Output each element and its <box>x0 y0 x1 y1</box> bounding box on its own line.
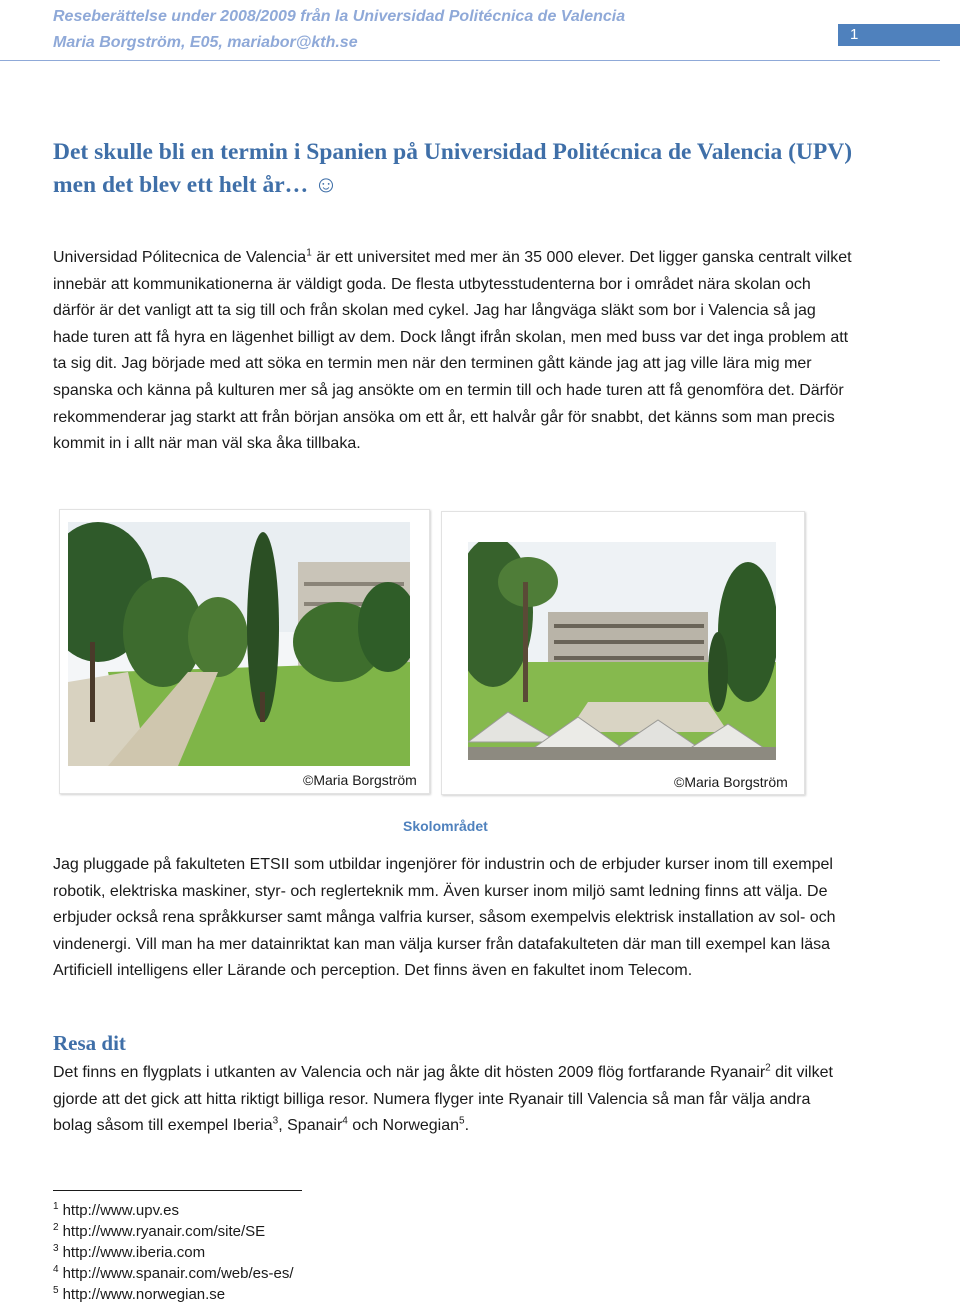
studies-paragraph: Jag pluggade på fakulteten ETSII som utbildar ingenjörer för industrin och de erbjuder kurser inom till exempel robotik, elektriska maskiner, styr- och reglerteknik mm. Även kurser inom miljö samt ledning finns att välja. De erbjuder också rena språkkurser samt många valfria kurser, såsom exempelvis elektrisk installation av sol- och vindenergi. Vill man ha mer datainriktat kan man välja kurser från datafakulteten där man till exempel kan läsa Artificiell intelligens eller Lärande och perception. Det finns även en fakultet inom Telecom. <box>53 856 836 980</box>
travel-text-3: , Spanair <box>278 1117 343 1135</box>
section-heading-travel: Resa dit <box>53 1031 126 1055</box>
page-number: 1 <box>838 24 960 46</box>
footnote-number: 3 <box>53 1243 59 1254</box>
travel-text-2: dit vilket gjorde att det gick att hitta riktigt billiga resor. Numera flyger inte Ryanair till Valencia så man får välja andra bolag såsom till exempel Iberia <box>53 1064 833 1135</box>
footnote-link[interactable]: http://www.ryanair.com/site/SE <box>62 1223 266 1240</box>
footnote-item <box>53 1221 553 1242</box>
photo-credit: ©Maria Borgström <box>303 772 417 788</box>
footnote-item <box>53 1284 553 1305</box>
campus-plaza-image <box>468 542 776 760</box>
footnote-item <box>53 1263 553 1284</box>
footnotes <box>53 1200 553 1305</box>
footnote-link[interactable]: http://www.iberia.com <box>62 1244 206 1261</box>
intro-paragraph <box>53 245 853 458</box>
photo-credit: ©Maria Borgström <box>674 774 788 790</box>
footnote-link[interactable]: http://www.spanair.com/web/es-es/ <box>62 1265 294 1282</box>
travel-text-5: . <box>464 1117 470 1135</box>
footnote-ref-2[interactable]: 2 <box>765 1062 771 1074</box>
footnote-ref-3[interactable]: 3 <box>272 1115 279 1127</box>
footnote-ref-5[interactable]: 5 <box>459 1115 465 1127</box>
campus-photo-2 <box>441 511 805 795</box>
footnote-number: 2 <box>53 1222 59 1233</box>
document-title: Det skulle bli en termin i Spanien på Universidad Politécnica de Valencia (UPV) men det blev ett helt år… ☺ <box>53 139 853 198</box>
footnote-item <box>53 1200 553 1221</box>
intro-text-start: Universidad Pólitecnica de Valencia <box>53 249 307 266</box>
footnote-item <box>53 1242 553 1263</box>
header-author: Maria Borgström, E05, mariabor@kth.se <box>53 34 358 51</box>
intro-text-rest: är ett universitet med mer än 35 000 elever. Det ligger ganska centralt vilket innebär att kommunikationerna är väldigt goda. De flesta utbytesstudenterna bor i området nära skolan och därför är det vanligt att ta sig till och från skolan med cykel. Jag har långväga släkt som bor i Valencia så jag hade turen att få hyra en lägenhet billigt av dem. Dock långt ifrån skolan, men med buss var det inga problem att ta sig dit. Jag började med att söka en termin men när den terminen gått kände jag att jag ville lära mig mer spanska och känna på kulturen mer så jag ansökte om en termin till och hade turen att få genomföra det. Därför rekommenderar jag starkt att från början ansöka om ett år, ett halvår går för snabbt, det känns som man precis kommit in i allt när man väl ska åka tillbaka. <box>53 249 852 453</box>
running-header <box>53 4 853 56</box>
footnote-number: 1 <box>53 1201 59 1212</box>
footnote-number: 4 <box>53 1264 59 1275</box>
footnote-number: 5 <box>53 1285 59 1296</box>
travel-paragraph <box>53 1060 853 1140</box>
travel-text-1: Det finns en flygplats i utkanten av Valencia och när jag åkte dit hösten 2009 flög fortfarande Ryanair <box>53 1064 766 1081</box>
campus-walkway-image <box>68 522 410 766</box>
footnote-link[interactable]: http://www.norwegian.se <box>62 1286 226 1303</box>
header-title: Reseberättelse under 2008/2009 från la Universidad Politécnica de Valencia <box>53 8 626 25</box>
footnote-ref-4[interactable]: 4 <box>342 1115 348 1127</box>
travel-text-4: och Norwegian <box>347 1117 460 1135</box>
footnote-divider <box>53 1190 302 1191</box>
footnote-ref-1[interactable]: 1 <box>306 247 312 259</box>
footnote-link[interactable]: http://www.upv.es <box>62 1202 180 1219</box>
campus-photo-1 <box>59 509 430 794</box>
header-divider <box>0 60 940 61</box>
photo-caption: Skolområdet <box>403 818 488 834</box>
